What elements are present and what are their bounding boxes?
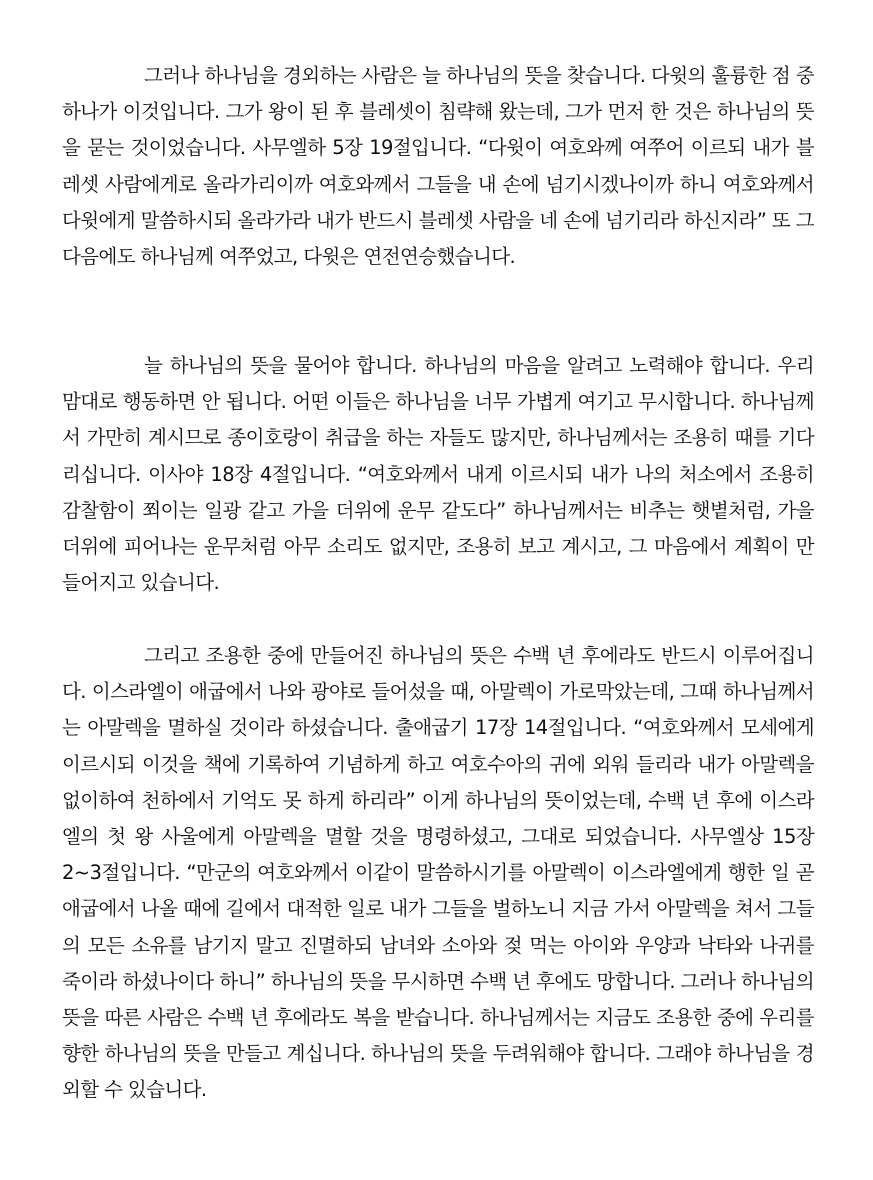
paragraph-ask-gods-will: 늘 하나님의 뜻을 물어야 합니다. 하나님의 마음을 알려고 노력해야 합니다. 우리 맘대로 행동하면 안 됩니다. 어떤 이들은 하나님을 너무 가볍게 여기고 무시합니다. 하나님께서 가만히 계시므로 종이호랑이 취급을 하는 자들도 많지만, 하나님께서는 조용히 때를 기다리십니다. 이사야 18장 4절입니다. “여호와께서 내게 이르시되 내가 나의 처소에서 조용히 감찰함이 쬐이는 일광 같고 가을 더위에 운무 같도다” 하나님께서는 비추는 햇볕처럼, 가을 더위에 피어나는 운무처럼 아무 소리도 없지만, 조용히 보고 계시고, 그 마음에서 계획이 만들어지고 있습니다. [62,354,814,595]
paragraph-david-seeks-gods-will: 그러나 하나님을 경외하는 사람은 늘 하나님의 뜻을 찾습니다. 다윗의 훌륭한 점 중 하나가 이것입니다. 그가 왕이 된 후 블레셋이 침략해 왔는데, 그가 먼저 한 것은 하나님의 뜻을 묻는 것이었습니다. 사무엘하 5장 19절입니다. “다윗이 여호와께 여쭈어 이르되 내가 블레셋 사람에게로 올라가리이까 여호와께서 그들을 내 손에 넘기시겠나이까 하니 여호와께서 다윗에게 말씀하시되 올라가라 내가 반드시 블레셋 사람을 네 손에 넘기리라 하신지라” 또 그다음에도 하나님께 여쭈었고, 다윗은 연전연승했습니다. [62,64,814,269]
paragraph-amalek-judgment: 그리고 조용한 중에 만들어진 하나님의 뜻은 수백 년 후에라도 반드시 이루어집니다. 이스라엘이 애굽에서 나와 광야로 들어섰을 때, 아말렉이 가로막았는데, 그때 하나님께서는 아말렉을 멸하실 것이라 하셨습니다. 출애굽기 17장 14절입니다. “여호와께서 모세에게 이르시되 이것을 책에 기록하여 기념하게 하고 여호수아의 귀에 외워 들리라 내가 아말렉을 없이하여 천하에서 기억도 못 하게 하리라” 이게 하나님의 뜻이었는데, 수백 년 후에 이스라엘의 첫 왕 사울에게 아말렉을 멸할 것을 명령하셨고, 그대로 되었습니다. 사무엘상 15장 2~3절입니다. “만군의 여호와께서 이같이 말씀하시기를 아말렉이 이스라엘에게 행한 일 곧 애굽에서 나올 때에 길에서 대적한 일로 내가 그들을 벌하노니 지금 가서 아말렉을 쳐서 그들의 모든 소유를 남기지 말고 진멸하되 남녀와 소아와 젖 먹는 아이와 우양과 낙타와 나귀를 죽이라 하셨나이다 하니” 하나님의 뜻을 무시하면 수백 년 후에도 망합니다. 그러나 하나님의 뜻을 따른 사람은 수백 년 후에라도 복을 받습니다. 하나님께서는 지금도 조용한 중에 우리를 향한 하나님의 뜻을 만들고 계십니다. 하나님의 뜻을 두려워해야 합니다. 그래야 하나님을 경외할 수 있습니다. [62,644,814,1102]
